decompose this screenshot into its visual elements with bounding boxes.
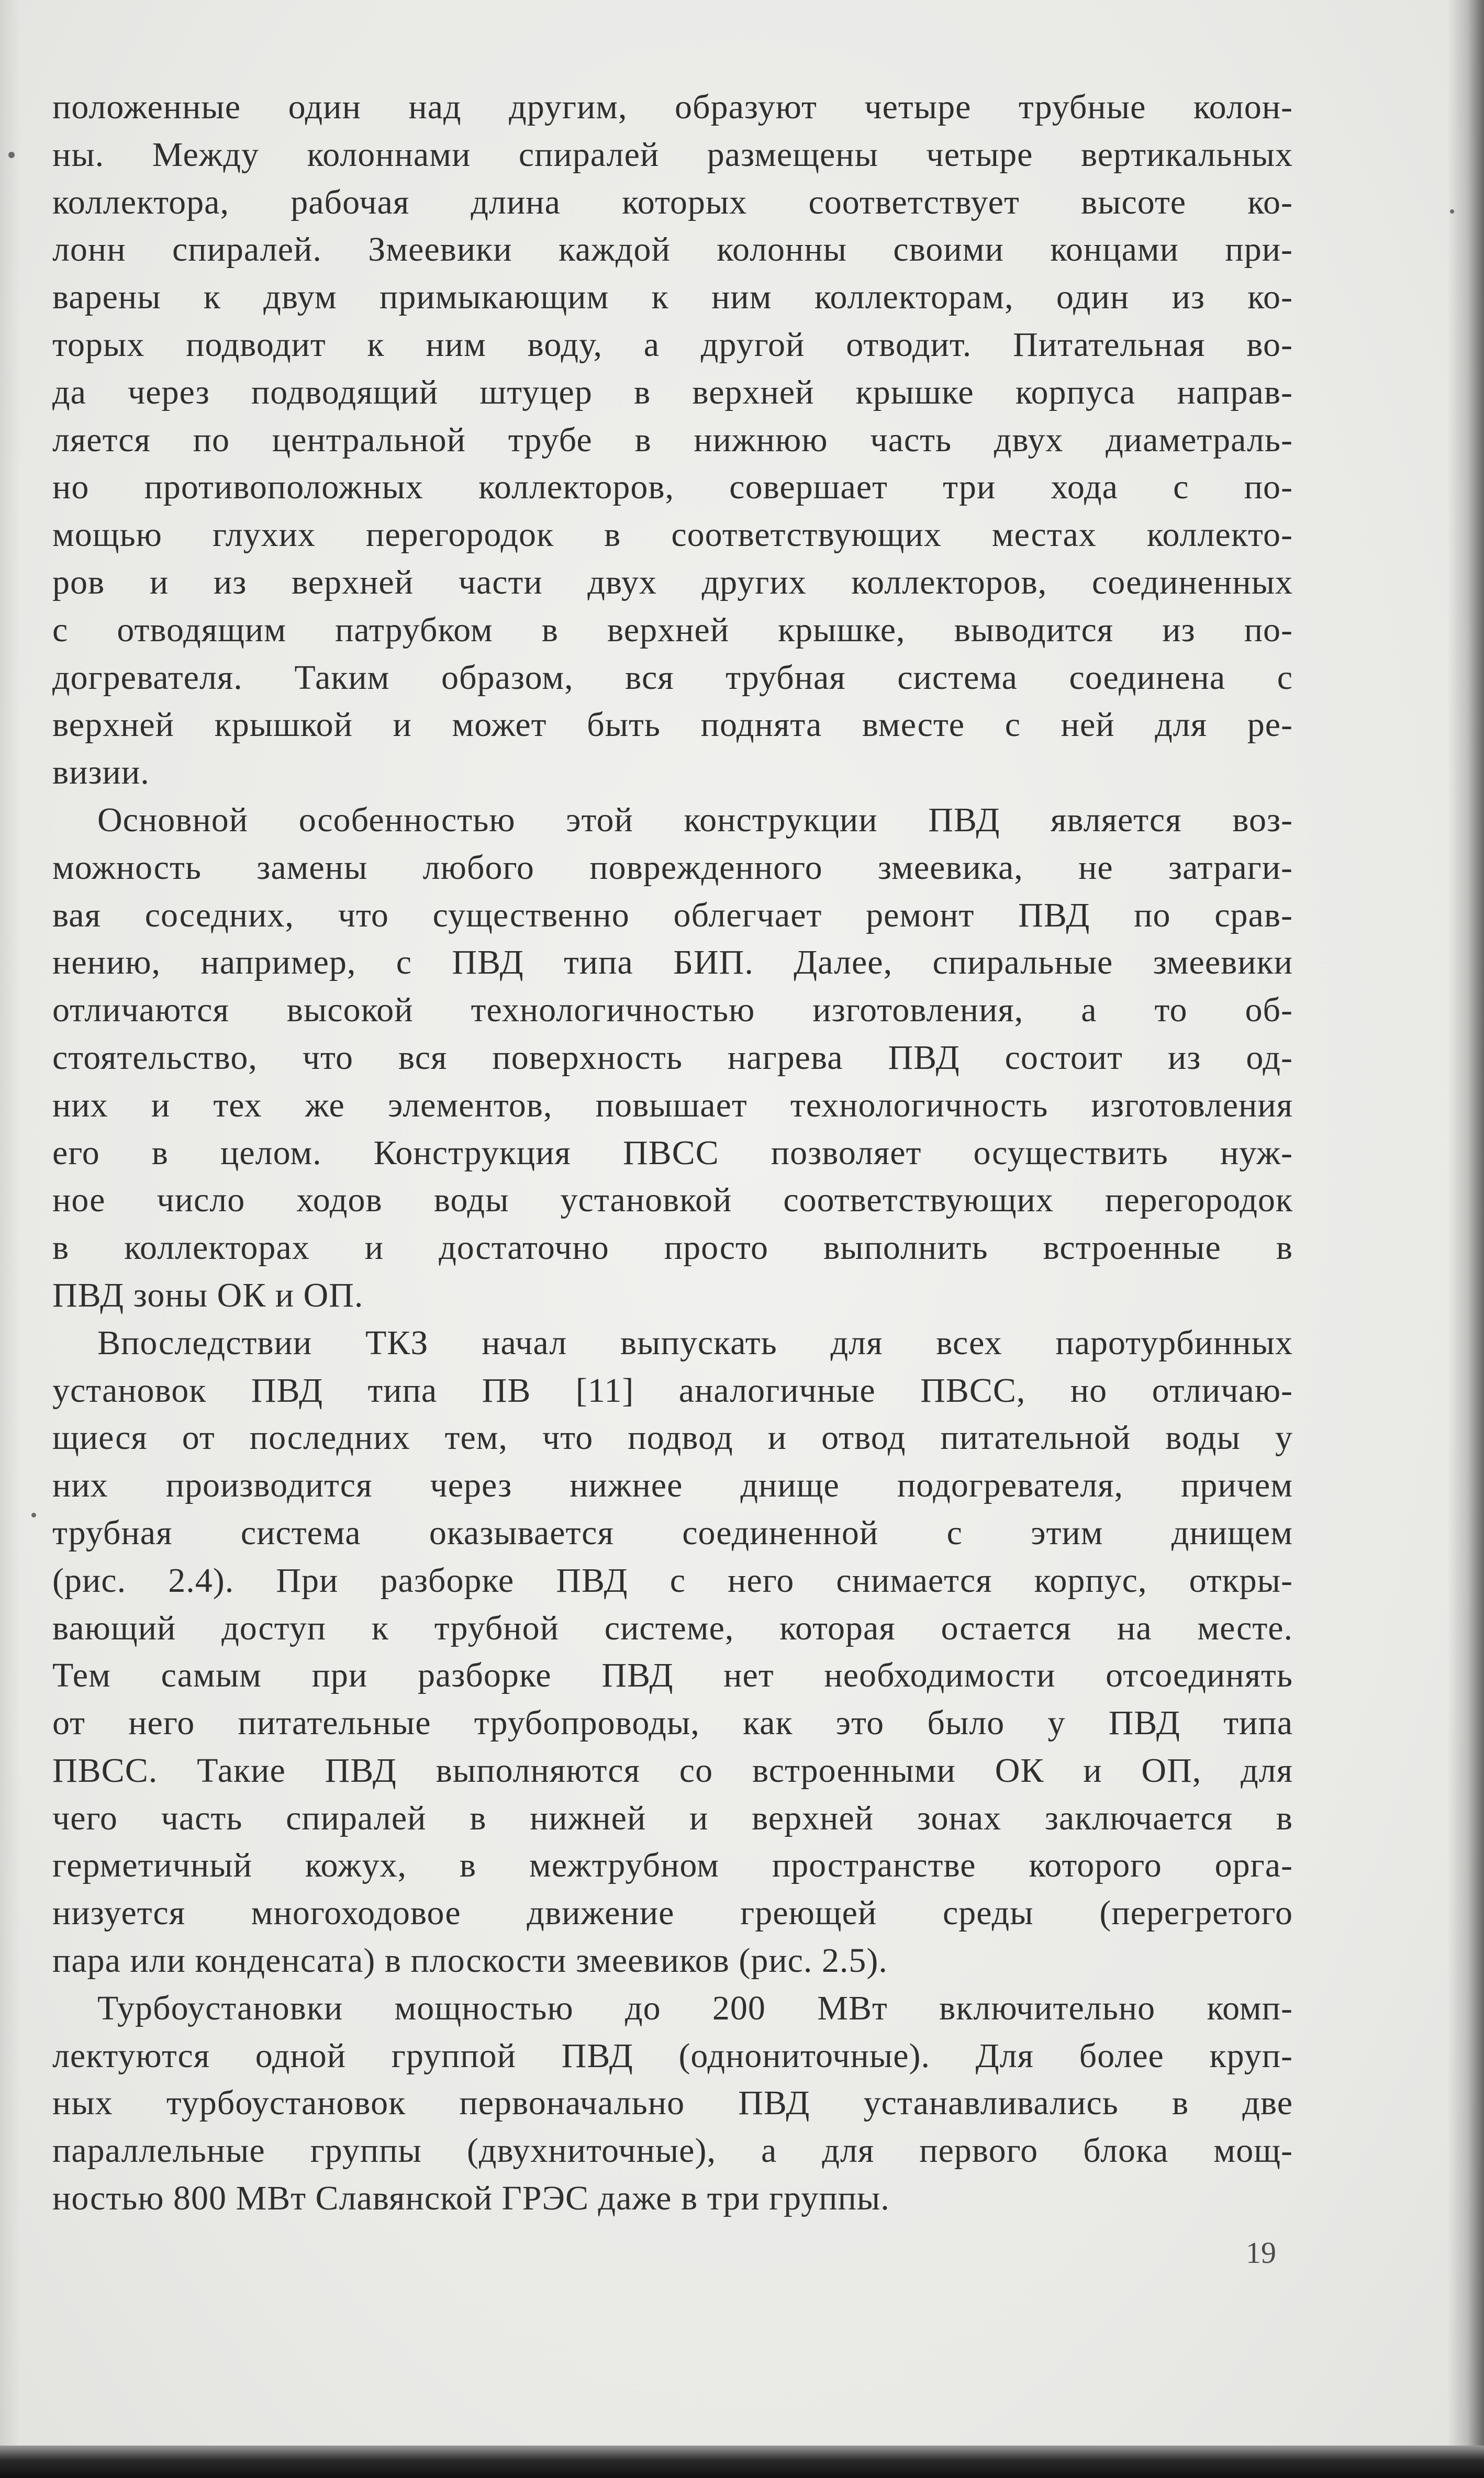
- scan-speck: [1450, 209, 1454, 214]
- text-line: можность замены любого поврежденного змеевика, не затраги-: [52, 848, 1293, 887]
- text-line: мощью глухих перегородок в соответствующих местах коллекто-: [52, 516, 1293, 554]
- text-line: с отводящим патрубком в верхней крышке, выводится из по-: [52, 610, 1293, 649]
- text-line: низуется многоходовое движение греющей среды (перегретого: [52, 1894, 1293, 1933]
- paragraph-4: [52, 1985, 1293, 2223]
- page-body-text: [52, 84, 1293, 2223]
- paragraph-2: [52, 797, 1293, 1320]
- text-line: верхней крышкой и может быть поднята вместе с ней для ре-: [52, 706, 1293, 744]
- text-line: положенные один над другим, образуют четыре трубные колон-: [52, 88, 1293, 126]
- text-line: от него питательные трубопроводы, как это было у ПВД типа: [52, 1704, 1293, 1743]
- text-line: лонн спиралей. Змеевики каждой колонны своими концами при-: [52, 230, 1293, 269]
- text-line: (рис. 2.4). При разборке ПВД с него снимается корпус, откры-: [52, 1561, 1293, 1600]
- text-line: ных турбоустановок первоначально ПВД устанавливались в две: [52, 2084, 1293, 2123]
- text-line: пара или конденсата) в плоскости змеевиков (рис. 2.5).: [52, 1941, 888, 1980]
- text-line: щиеся от последних тем, что подвод и отвод питательной воды у: [52, 1419, 1293, 1457]
- text-line: стоятельство, что вся поверхность нагрева ПВД состоит из од-: [52, 1038, 1293, 1077]
- paragraph-1: [52, 84, 1293, 797]
- text-line: визии.: [52, 753, 150, 792]
- text-line: чего часть спиралей в нижней и верхней зонах заключается в: [52, 1799, 1293, 1837]
- text-line: догревателя. Таким образом, вся трубная система соединена с: [52, 658, 1293, 697]
- text-line: коллектора, рабочая длина которых соответствует высоте ко-: [52, 183, 1293, 221]
- paragraph-3: [52, 1320, 1293, 1985]
- page-gutter-shadow: [0, 0, 21, 2478]
- scan-speck: [31, 1513, 36, 1517]
- text-line: нению, например, с ПВД типа БИП. Далее, спиральные змеевики: [52, 943, 1293, 982]
- text-line: трубная система оказывается соединенной с этим днищем: [52, 1513, 1293, 1552]
- text-line: ное число ходов воды установкой соответствующих перегородок: [52, 1181, 1293, 1220]
- text-line: них производится через нижнее днище подогревателя, причем: [52, 1466, 1293, 1505]
- text-line: герметичный кожух, в межтрубном пространстве которого орга-: [52, 1846, 1293, 1885]
- text-line: в коллекторах и достаточно просто выполнить встроенные в: [52, 1229, 1293, 1267]
- text-line: Турбоустановки мощностью до 200 МВт включительно комп-: [97, 1989, 1293, 2027]
- text-line: ПВСС. Такие ПВД выполняются со встроенными ОК и ОП, для: [52, 1751, 1293, 1790]
- text-line: установок ПВД типа ПВ [11] аналогичные ПВСС, но отличаю-: [52, 1371, 1293, 1410]
- text-line: ров и из верхней части двух других коллекторов, соединенных: [52, 563, 1293, 601]
- text-line: Тем самым при разборке ПВД нет необходимости отсоединять: [52, 1656, 1293, 1695]
- text-line: да через подводящий штуцер в верхней крышке корпуса направ-: [52, 373, 1293, 411]
- text-line: вающий доступ к трубной системе, которая остается на месте.: [52, 1609, 1293, 1647]
- page-number: 19: [1246, 2236, 1276, 2270]
- text-line: ПВД зоны ОК и ОП.: [52, 1276, 364, 1314]
- text-line: лектуются одной группой ПВД (однониточные). Для более круп-: [52, 2036, 1293, 2075]
- text-line: Впоследствии ТКЗ начал выпускать для всех паротурбинных: [97, 1323, 1293, 1362]
- text-line: ностью 800 МВт Славянской ГРЭС даже в три группы.: [52, 2179, 890, 2218]
- text-line: ляется по центральной трубе в нижнюю часть двух диаметраль-: [52, 420, 1293, 459]
- text-line: отличаются высокой технологичностью изготовления, а то об-: [52, 991, 1293, 1030]
- text-line: но противоположных коллекторов, совершает три хода с по-: [52, 468, 1293, 507]
- scan-speck: [8, 152, 15, 158]
- text-line: них и тех же элементов, повышает технологичность изготовления: [52, 1086, 1293, 1124]
- page-edge-shadow: [1447, 0, 1484, 2478]
- text-line: вая соседних, что существенно облегчает ремонт ПВД по срав-: [52, 896, 1293, 934]
- page-bottom-edge: [0, 2446, 1484, 2478]
- text-line: торых подводит к ним воду, а другой отводит. Питательная во-: [52, 325, 1293, 364]
- text-line: Основной особенностью этой конструкции ПВД является воз-: [97, 800, 1293, 839]
- text-line: параллельные группы (двухниточные), а для первого блока мощ-: [52, 2131, 1293, 2170]
- text-line: его в целом. Конструкция ПВСС позволяет осуществить нуж-: [52, 1133, 1293, 1172]
- text-line: варены к двум примыкающим к ним коллекторам, один из ко-: [52, 278, 1293, 317]
- text-line: ны. Между колоннами спиралей размещены четыре вертикальных: [52, 135, 1293, 174]
